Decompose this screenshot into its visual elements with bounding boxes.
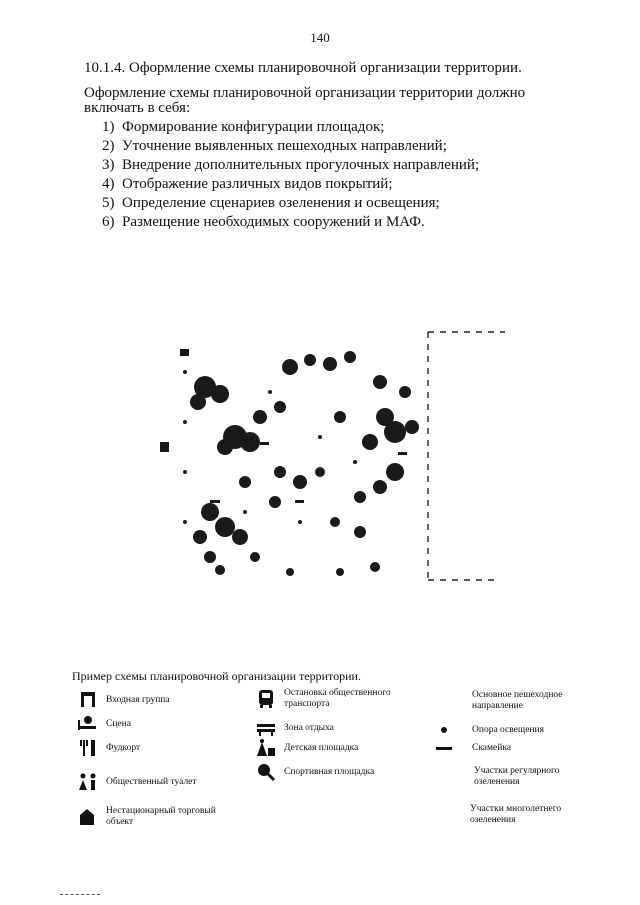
site-plan-scheme — [150, 322, 510, 587]
legend-item-pedestrian-direction: Основное пешеходное направление — [472, 690, 563, 711]
footer-divider — [60, 894, 100, 896]
list-item: 6) Размещение необходимых сооружений и МАФ. — [102, 214, 425, 230]
legend-item-stage: Сцена — [76, 714, 131, 734]
list-item: 1) Формирование конфигурации площадок; — [102, 119, 385, 135]
entrance-gate-icon — [76, 690, 100, 710]
public-toilet-icon — [76, 772, 100, 792]
stage-icon — [76, 714, 100, 734]
lamp-post-icon — [432, 720, 466, 740]
legend-item-lamp-post: Опора освещения — [432, 720, 544, 740]
bus-stop-icon — [254, 689, 278, 709]
sports-ground-icon — [254, 762, 278, 782]
list-item: 4) Отображение различных видов покрытий; — [102, 176, 393, 192]
list-item: 3) Внедрение дополнительных прогулочных направлений; — [102, 157, 480, 173]
legend-item-food-court: Фудкорт — [76, 738, 140, 758]
intro-paragraph: Оформление схемы планировочной организации территории должно включать в себя: — [84, 85, 526, 116]
legend-item-bus-stop: Остановка общественного транспорта — [254, 688, 409, 710]
kiosk-icon — [76, 807, 100, 827]
legend-item-perennial-greenery: Участки многолетнего озеленения — [470, 804, 562, 825]
figure-caption: Пример схемы планировочной организации территории. — [72, 669, 361, 683]
bench-icon — [432, 738, 466, 758]
section-heading: 10.1.4. Оформление схемы планировочной организации территории. — [84, 60, 522, 76]
requirements-list — [102, 118, 479, 232]
legend-item-kiosk: Нестационарный торговый объект — [76, 806, 236, 828]
legend-item-regular-greenery: Участки регулярного озеленения — [474, 766, 560, 787]
page-number: 140 — [310, 30, 330, 45]
list-item: 5) Определение сценариев озеленения и освещения; — [102, 195, 440, 211]
legend-item-bench: Скамейка — [432, 738, 511, 758]
list-item: 2) Уточнение выявленных пешеходных направлений; — [102, 138, 447, 154]
rest-zone-icon — [254, 718, 278, 738]
legend-item-rest-zone: Зона отдыха — [254, 718, 334, 738]
legend-item-toilet: Общественный туалет — [76, 772, 197, 792]
legend-item-entrance: Входная группа — [76, 690, 170, 710]
playground-icon — [254, 738, 278, 758]
legend-item-playground: Детская площадка — [254, 738, 358, 758]
legend-item-sports-ground: Спортивная площадка — [254, 762, 374, 782]
food-court-icon — [76, 738, 100, 758]
